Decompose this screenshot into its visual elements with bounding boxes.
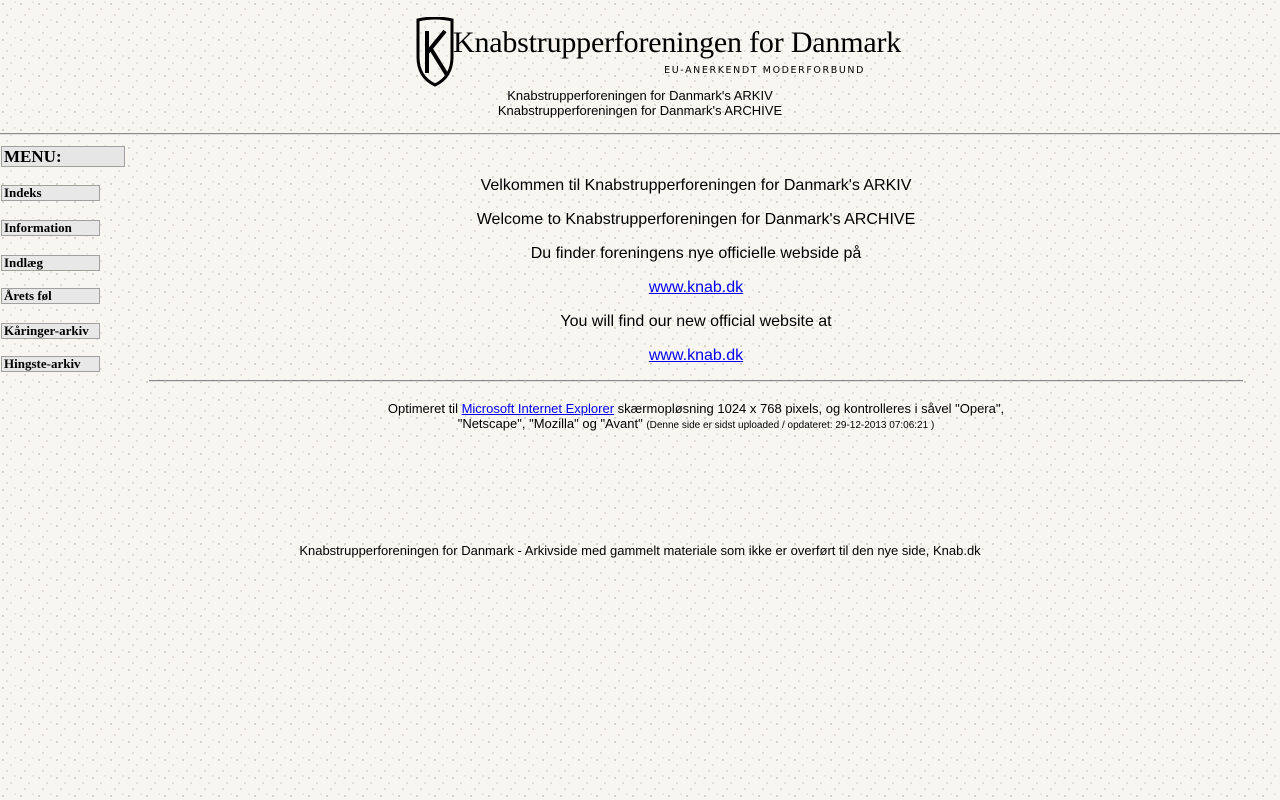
last-updated-text: (Denne side er sidst uploaded / opdateret: 29-12-2013 07:06:21 )	[646, 420, 935, 431]
footer-text: Knabstrupperforeningen for Danmark - Arkivside med gammelt materiale som ikke er overført til den nye side, Knab.dk	[299, 543, 981, 558]
website-link-row-1	[150, 277, 1242, 311]
knab-website-link-1[interactable]: www.knab.dk	[648, 279, 744, 296]
find-website-english: You will find our new official website at	[560, 313, 832, 330]
welcome-english: Welcome to Knabstrupperforeningen for Danmark's ARCHIVE	[476, 211, 916, 228]
welcome-danish: Velkommen til Knabstrupperforeningen for Danmark's ARKIV	[480, 177, 912, 194]
find-website-danish: Du finder foreningens nye officielle webside på	[530, 245, 862, 262]
menu-item-indlaeg[interactable]: Indlæg	[1, 255, 100, 271]
logo-text: Knabstrupperforeningen for Danmark	[453, 26, 902, 59]
header-subtitles	[0, 88, 1280, 118]
logo-subtext: EU-ANERKENDT MODERFORBUND	[664, 65, 865, 76]
optimization-notice	[380, 401, 1012, 433]
content-divider	[149, 380, 1243, 382]
optimized-prefix: Optimeret til	[387, 401, 458, 416]
subtitle-english: Knabstrupperforeningen for Danmark's ARCHIVE	[497, 103, 783, 118]
knab-website-link-2[interactable]: www.knab.dk	[648, 347, 744, 364]
menu-item-hingste-arkiv[interactable]: Hingste-arkiv	[1, 356, 100, 372]
subtitle-danish: Knabstrupperforeningen for Danmark's ARKIV	[507, 88, 773, 103]
shield-logo-icon	[415, 17, 455, 87]
menu-item-arets-fol[interactable]: Årets føl	[1, 288, 100, 304]
menu-item-indeks[interactable]: Indeks	[1, 185, 100, 201]
site-logo	[415, 17, 902, 87]
menu-header: MENU:	[1, 146, 125, 167]
optimized-suffix: skærmopløsning 1024 x 768 pixels, og kontrolleres i såvel "Opera", "Netscape", "Mozilla" og "Avant"	[457, 401, 1005, 431]
header-divider	[0, 133, 1280, 135]
menu-item-information[interactable]: Information	[1, 220, 100, 236]
website-link-row-2	[150, 345, 1242, 379]
internet-explorer-link[interactable]: Microsoft Internet Explorer	[461, 401, 615, 416]
menu-item-karinger-arkiv[interactable]: Kåringer-arkiv	[1, 323, 100, 339]
main-content	[150, 175, 1242, 379]
